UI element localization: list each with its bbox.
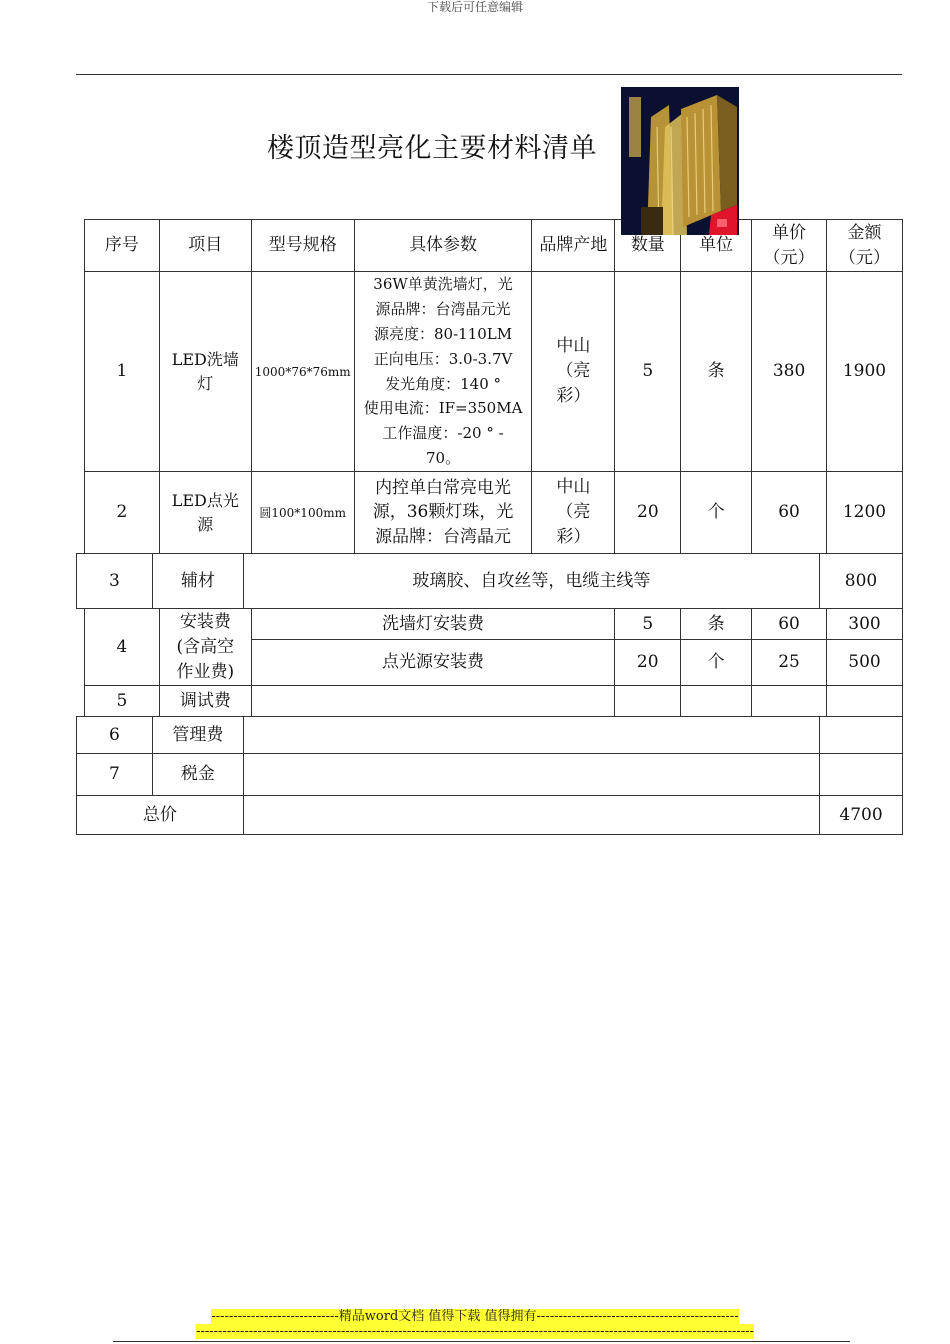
param-line: 36W单黄洗墙灯，光 <box>373 275 513 294</box>
header-params: 具体参数 <box>354 220 532 272</box>
row3-no: 3 <box>77 554 153 609</box>
param-line: 源，36颗灯珠，光 <box>372 502 514 523</box>
building-night-lighting-photo <box>621 87 739 235</box>
materials-table-row4-5 <box>84 608 903 717</box>
row6-item: 管理费 <box>152 717 243 754</box>
row4-sub1-amount: 300 <box>827 609 903 640</box>
row2-brand: 中山（亮彩） <box>532 472 615 554</box>
total-amount: 4700 <box>820 796 903 835</box>
materials-table-summary <box>76 716 903 835</box>
param-line: 源亮度：80-110LM <box>374 324 513 343</box>
row4-sub1-qty: 5 <box>615 609 681 640</box>
param-line: 源品牌：台湾晶元光 <box>375 300 511 319</box>
row4-sub2-desc: 点光源安装费 <box>251 640 614 686</box>
footer-banner-line1 <box>0 1309 950 1324</box>
table-row <box>85 472 903 554</box>
header-item: 项目 <box>159 220 251 272</box>
materials-table-main <box>84 219 903 554</box>
header-amount: 金额（元） <box>827 220 903 272</box>
row3-desc: 玻璃胶、自攻丝等，电缆主线等 <box>243 554 819 609</box>
row3-amount: 800 <box>820 554 903 609</box>
row5-price <box>752 686 827 717</box>
row4-sub2-unit: 个 <box>681 640 752 686</box>
row1-unit: 条 <box>681 272 752 472</box>
row1-model: 1000*76*76mm <box>251 272 354 472</box>
param-line: 工作温度：-20 ° - <box>382 424 504 443</box>
row6-desc <box>243 717 819 754</box>
row5-desc <box>251 686 614 717</box>
row5-item: 调试费 <box>159 686 251 717</box>
param-line: 70。 <box>426 448 461 467</box>
header-model: 型号规格 <box>251 220 354 272</box>
row2-item: LED点光源 <box>159 472 251 554</box>
table-row <box>85 609 903 640</box>
row5-qty <box>615 686 681 717</box>
row1-amount: 1900 <box>827 272 903 472</box>
row2-no: 2 <box>85 472 160 554</box>
param-line: 使用电流：IF=350MA <box>363 399 523 418</box>
photo-illustration <box>621 87 739 235</box>
row3-item: 辅材 <box>152 554 243 609</box>
row2-price: 60 <box>752 472 827 554</box>
param-line: 源品牌：台湾晶元 <box>375 526 512 547</box>
footer-divider <box>113 1341 850 1342</box>
header-price: 单价（元） <box>752 220 827 272</box>
row4-sub2-amount: 500 <box>827 640 903 686</box>
page-title: 楼顶造型亮化主要材料清单 <box>267 133 597 164</box>
row7-no: 7 <box>77 754 153 796</box>
row7-amount <box>820 754 903 796</box>
row4-sub2-qty: 20 <box>615 640 681 686</box>
table-row <box>77 554 903 609</box>
row6-amount <box>820 717 903 754</box>
table-row <box>85 686 903 717</box>
footer-text: ------------------------------------------------------------------------------------------------------------------------------- <box>196 1324 754 1339</box>
row4-sub1-price: 60 <box>752 609 827 640</box>
table-row <box>77 754 903 796</box>
row4-sub2-price: 25 <box>752 640 827 686</box>
header-no: 序号 <box>85 220 160 272</box>
param-line: 内控单白常亮电光 <box>375 477 512 498</box>
total-row <box>77 796 903 835</box>
header-unit: 单位 <box>681 220 752 272</box>
row2-qty: 20 <box>615 472 681 554</box>
row1-item: LED洗墙灯 <box>159 272 251 472</box>
row1-brand: 中山（亮彩） <box>532 272 615 472</box>
row7-item: 税金 <box>152 754 243 796</box>
row6-no: 6 <box>77 717 153 754</box>
header-note: 下载后可任意编辑 <box>426 0 523 14</box>
row7-desc <box>243 754 819 796</box>
row2-unit: 个 <box>681 472 752 554</box>
row1-price: 380 <box>752 272 827 472</box>
table-row <box>77 717 903 754</box>
table-row <box>85 272 903 472</box>
row5-unit <box>681 686 752 717</box>
row4-item: 安装费(含高空作业费) <box>159 609 251 686</box>
total-desc <box>243 796 819 835</box>
row5-amount <box>827 686 903 717</box>
row1-no: 1 <box>85 272 160 472</box>
header-divider <box>76 74 902 75</box>
row4-sub1-unit: 条 <box>681 609 752 640</box>
row2-model: 圆100*100mm <box>251 472 354 554</box>
param-line: 发光角度：140 ° <box>385 374 502 393</box>
header-qty: 数量 <box>615 220 681 272</box>
row5-no: 5 <box>85 686 160 717</box>
row2-params <box>354 472 532 554</box>
header-brand: 品牌产地 <box>532 220 615 272</box>
footer-text: -----------------------------精品word文档 值得下载 值得拥有---------------------------------------------- <box>211 1309 739 1324</box>
materials-table-row3 <box>76 553 903 609</box>
footer-banner-line2 <box>0 1324 950 1339</box>
row4-no: 4 <box>85 609 160 686</box>
total-label: 总价 <box>77 796 244 835</box>
row1-qty: 5 <box>615 272 681 472</box>
row4-sub1-desc: 洗墙灯安装费 <box>251 609 614 640</box>
table-header-row <box>85 220 903 272</box>
param-line: 正向电压：3.0-3.7V <box>373 349 513 368</box>
row2-amount: 1200 <box>827 472 903 554</box>
row1-params <box>354 272 532 472</box>
